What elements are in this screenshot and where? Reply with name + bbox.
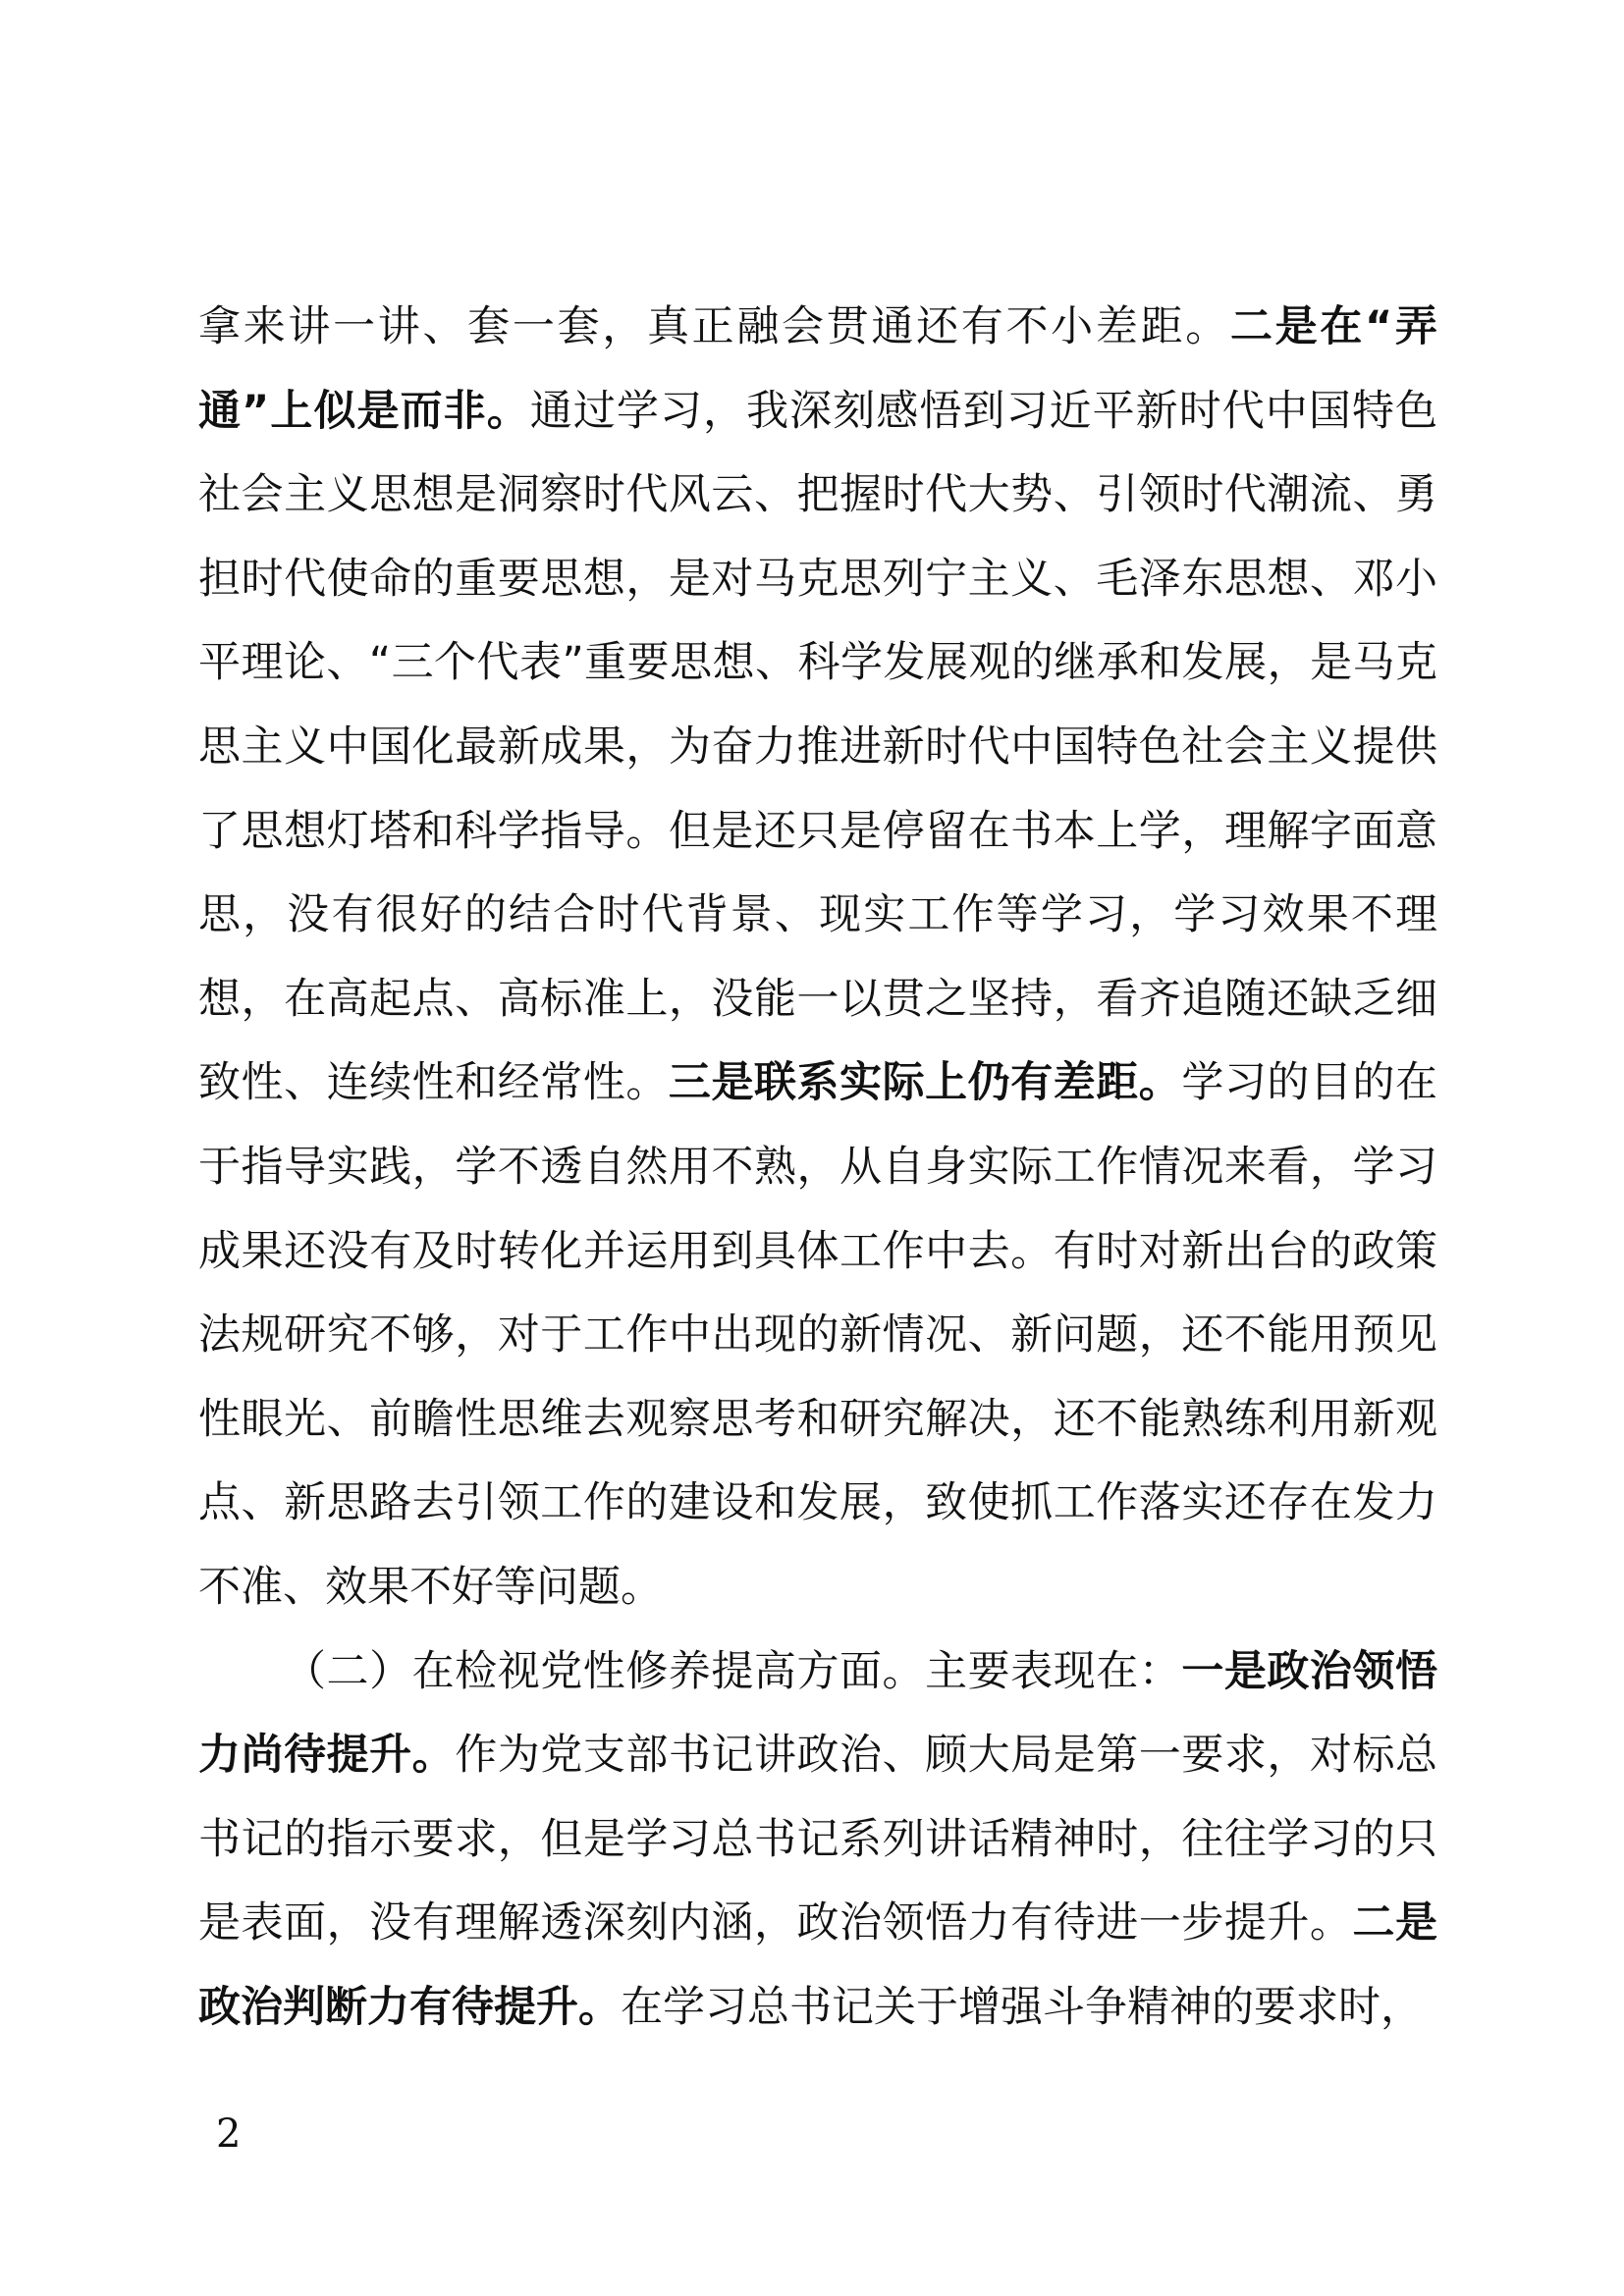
text-run: 学习的目的在于指导实践，学不透自然用不熟，从自身实际工作情况来看，学习成果还没有及时转化并运用到具体工作中去。有时对新出台的政策法规研究不够，对于工作中出现的新情况、新问题，还不能用预见性眼光、前瞻性思维去观察思考和研究解决，还不能熟练利用新观点、新思路去引领工作的建设和发展，致使抓工作落实还存在发力不准、效果不好等问题。 — [198, 1058, 1438, 1612]
bold-heading-2: 二是政治判断力有待提升。 — [198, 1898, 1438, 2032]
paragraph-continuation — [198, 286, 1437, 1630]
page-number: 2 — [216, 2111, 242, 2157]
text-run: 通过学习，我深刻感悟到习近平新时代中国特色社会主义思想是洞察时代风云、把握时代大势、引领时代潮流、勇担时代使命的重要思想，是对马克思列宁主义、毛泽东思想、邓小平理论、“三个代表”重要思想、科学发展观的继承和发展，是马克思主义中国化最新成果，为奋力推进新时代中国特色社会主义提供了思想灯塔和科学指导。但是还只是停留在书本上学，理解字面意思，没有很好的结合时代背景、现实工作等学习，学习效果不理想，在高起点、高标准上，没能一以贯之坚持，看齐追随还缺乏细致性、连续性和经常性。 — [198, 386, 1438, 1108]
text-run: 在学习总书记关于增强斗争精神的要求时， — [621, 1982, 1423, 2032]
body-text — [198, 286, 1437, 2050]
bold-heading-1: 一是政治领悟力尚待提升。 — [198, 1646, 1438, 1781]
section-lead: （二）在检视党性修养提高方面。主要表现在： — [284, 1646, 1182, 1696]
bold-heading-3: 三是联系实际上仍有差距。 — [668, 1058, 1182, 1108]
text-run: 作为党支部书记讲政治、顾大局是第一要求，对标总书记的指示要求，但是学习总书记系列讲话精神时，往往学习的只是表面，没有理解透深刻内涵，政治领悟力有待进一步提升。 — [198, 1731, 1438, 1949]
bold-heading-2: 二是在“弄通”上似是而非。 — [198, 302, 1438, 436]
text-run: 拿来讲一讲、套一套，真正融会贯通还有不小差距。 — [198, 302, 1230, 351]
paragraph-section-2 — [198, 1630, 1437, 2051]
